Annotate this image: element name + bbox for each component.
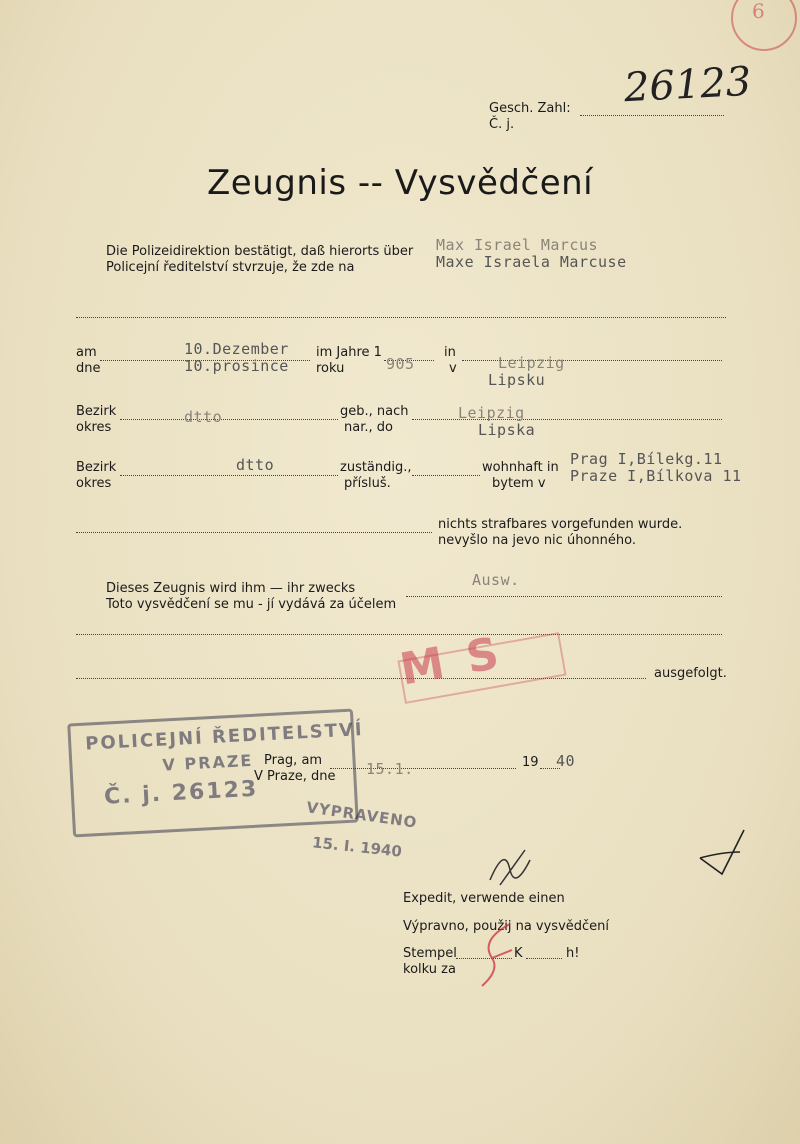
zustandig-label: zuständig., [340,460,412,475]
prag-am-label: Prag, am [264,753,323,768]
okres-label-2: okres [76,476,112,491]
birth-date-cz: 10.prosince [184,357,289,375]
birth-place-cz: Lipsku [488,371,546,389]
bytem-label: bytem v [492,476,546,491]
bezirk-label-1: Bezirk [76,404,117,419]
issue-date: 15.1. [366,760,414,778]
stempel-label: Stempel [403,946,457,961]
v-label: v [449,361,457,376]
geb-nach-label: geb., nach [340,404,409,419]
purpose-value: Ausw. [472,571,520,589]
svg-text:6: 6 [752,0,765,23]
separator-line-2 [76,634,722,635]
ausgefolgt-label: ausgefolgt. [654,666,727,681]
wohnhaft-label: wohnhaft in [482,460,559,475]
zustandig-line [412,475,480,476]
ausgefolgt-line [76,678,646,679]
result-cz: nevyšlo na jevo nic úhonného. [438,533,636,548]
okres-label-1: okres [76,420,112,435]
name-de: Max Israel Marcus [436,236,599,254]
bezirk-value-2: dtto [236,456,275,474]
red-circle-mark [722,0,800,60]
bezirk-line-1 [120,419,338,420]
stamp-line-3: Č. j. 26123 [103,776,259,810]
nar-do-label: nar., do [344,420,393,435]
bezirk-label-2: Bezirk [76,460,117,475]
birth-date-de: 10.Dezember [184,340,289,358]
intro-line-cz: Policejní ředitelství stvrzuje, že zde na [106,260,355,275]
address-cz: Praze I,Bílkova 11 [570,467,742,485]
gesch-zahl-label: Gesch. Zahl: [489,101,571,116]
result-de: nichts strafbares vorgefunden wurde. [438,517,683,532]
vypraveno-date: 15. I. 1940 [311,833,403,861]
vypraveno-label: VYPRAVENO [305,798,419,832]
geb-place-cz: Lipska [478,421,536,439]
year-prefix: 19 [522,755,539,770]
am-label: am [76,345,97,360]
stamp-line-2: V PRAZE [162,750,254,775]
im-jahre-label: im Jahre 1 [316,345,382,360]
purpose-de: Dieses Zeugnis wird ihm — ihr zwecks [106,581,356,596]
k-label: K [514,946,523,961]
prislus-label: přísluš. [344,476,391,491]
dne-label: dne [76,361,101,376]
page-title: Zeugnis -- Vysvědčení [207,163,594,203]
h-label: h! [566,946,580,961]
name-cz: Maxe Israela Marcuse [436,253,627,271]
in-label: in [444,345,456,360]
address-de: Prag I,Bílekg.11 [570,450,723,468]
kolku-label: kolku za [403,962,456,977]
v-praze-label: V Praze, dne [254,769,336,784]
gesch-zahl-line [580,115,724,116]
issue-year: 40 [556,752,576,770]
intro-line-de: Die Polizeidirektion bestätigt, daß hierorts über [106,244,414,259]
cj-label: Č. j. [489,117,515,132]
date-issue-line [330,768,516,769]
red-stamp-ms: M S [396,627,507,696]
stamp-line-1: POLICEJNÍ ŘEDITELSTVÍ [84,719,365,755]
expedit-cz: Výpravno, použij na vysvědčení [403,919,610,934]
roku-label: roku [316,361,345,376]
purpose-cz: Toto vysvědčení se mu - jí vydává za účelem [106,597,397,612]
stempel-h-line [526,958,562,959]
bezirk-value-1: dtto [184,408,223,426]
expedit-de: Expedit, verwende einen [403,891,565,906]
result-line [76,532,432,533]
check-mark [692,822,752,882]
bezirk-line-2 [120,475,338,476]
separator-line-1 [76,317,726,318]
geb-place-de: Leipzig [458,404,525,422]
red-pencil-mark [470,920,530,992]
purpose-line [406,596,722,597]
birth-year: 905 [386,355,415,373]
birth-place-de: Leipzig [498,354,565,372]
file-number: 26123 [622,58,753,112]
